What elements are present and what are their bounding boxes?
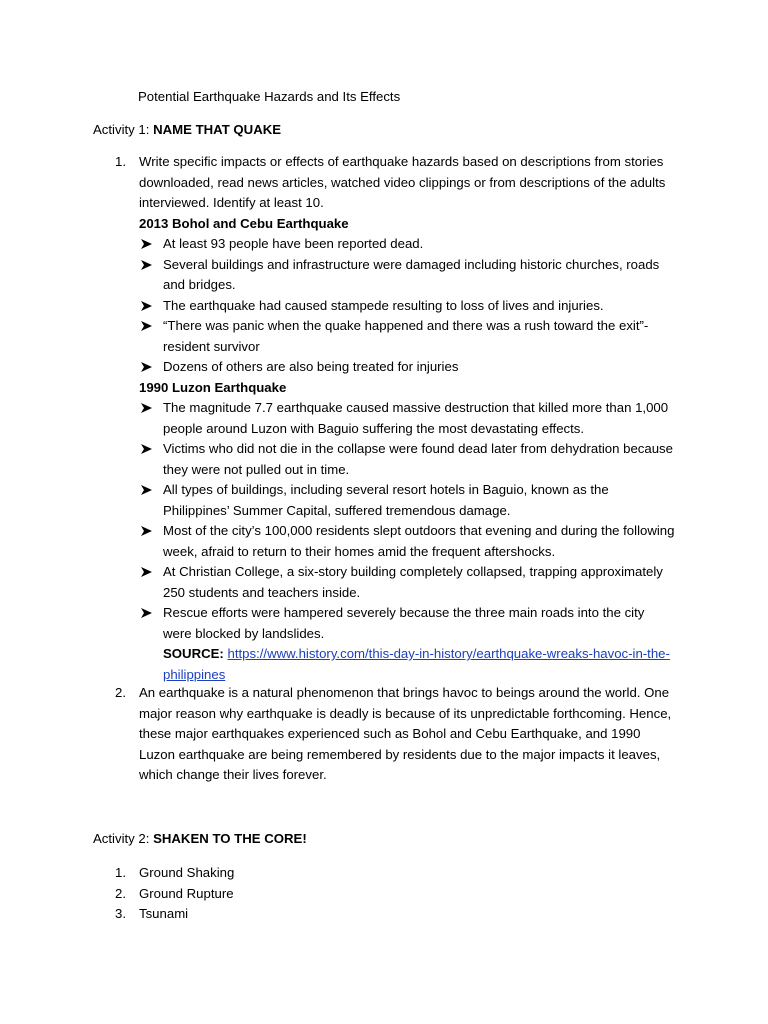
quake-1-heading: 2013 Bohol and Cebu Earthquake: [139, 215, 349, 231]
source-label: SOURCE:: [163, 646, 224, 661]
list-item: 3. Tsunami: [115, 906, 189, 921]
activity-2-prefix: Activity 2:: [93, 831, 154, 846]
item-number: 2.: [115, 685, 126, 700]
quake-2-heading: 1990 Luzon Earthquake: [139, 379, 287, 395]
list-item: At Christian College, a six-story building completely collapsed, trapping approximately 250 students and teachers inside.: [139, 562, 675, 603]
arrowhead-bullet-icon: [140, 521, 154, 541]
activity-1-prefix: Activity 1:: [93, 122, 154, 137]
arrowhead-bullet-icon: [140, 398, 154, 418]
activity-2-heading: [93, 830, 307, 848]
activity-1-item-2: [115, 683, 675, 786]
arrowhead-bullet-icon: [140, 562, 154, 582]
arrowhead-bullet-icon: [140, 439, 154, 459]
arrowhead-bullet-icon: [140, 296, 154, 316]
activity-1-name: NAME THAT QUAKE: [153, 122, 282, 137]
list-item: Dozens of others are also being treated for injuries: [139, 357, 675, 378]
arrowhead-bullet-icon: [140, 234, 154, 254]
arrowhead-bullet-icon: [140, 480, 154, 500]
list-item: “There was panic when the quake happened and there was a rush toward the exit”- resident survivor: [139, 316, 675, 357]
document-title: Potential Earthquake Hazards and Its Effects: [138, 89, 401, 104]
item-number: 1.: [115, 154, 126, 169]
activity-2-name: SHAKEN TO THE CORE!: [153, 831, 307, 846]
list-item: 2. Ground Rupture: [115, 885, 234, 901]
list-item: At least 93 people have been reported dead.: [139, 234, 675, 255]
list-item: Several buildings and infrastructure were damaged including historic churches, roads and bridges.: [139, 255, 675, 296]
item-1-instructions: Write specific impacts or effects of earthquake hazards based on descriptions from stories downloaded, read news articles, watched video clippings or from descriptions of the adults interviewed. Identify at least 10.: [139, 154, 666, 210]
hazards-list: [115, 863, 234, 925]
list-item: Most of the city’s 100,000 residents slept outdoors that evening and during the following week, afraid to return to their homes amid the frequent aftershocks.: [139, 521, 675, 562]
list-item: All types of buildings, including several resort hotels in Baguio, known as the Philippines’ Summer Capital, suffered tremendous damage.: [139, 480, 675, 521]
source-citation: [139, 644, 675, 685]
quake-2-effects-list: [139, 398, 675, 644]
arrowhead-bullet-icon: [140, 316, 154, 336]
activity-1-heading: [93, 121, 281, 139]
source-link[interactable]: https://www.history.com/this-day-in-history/earthquake-wreaks-havoc-in-the-philippines: [163, 646, 670, 682]
list-item: Victims who did not die in the collapse were found dead later from dehydration because they were not pulled out in time.: [139, 439, 675, 480]
arrowhead-bullet-icon: [140, 357, 154, 377]
arrowhead-bullet-icon: [140, 603, 154, 623]
list-item: 1. Ground Shaking: [115, 865, 235, 880]
item-2-paragraph: An earthquake is a natural phenomenon that brings havoc to beings around the world. One major reason why earthquake is deadly is because of its unpredictable forthcoming. Hence, these major earthquakes experienced such as Bohol and Cebu Earthquake, and 1990 Luzon earthquake are being remembered by residents due to the major impacts it leaves, which change their lives forever.: [139, 685, 672, 782]
list-item: The earthquake had caused stampede resulting to loss of lives and injuries.: [139, 296, 675, 317]
activity-1-item-1: [115, 152, 675, 685]
list-item: The magnitude 7.7 earthquake caused massive destruction that killed more than 1,000 people around Luzon with Baguio suffering the most devastating effects.: [139, 398, 675, 439]
quake-1-effects-list: [139, 234, 675, 378]
list-item: Rescue efforts were hampered severely because the three main roads into the city were blocked by landslides.: [139, 603, 675, 644]
arrowhead-bullet-icon: [140, 255, 154, 275]
